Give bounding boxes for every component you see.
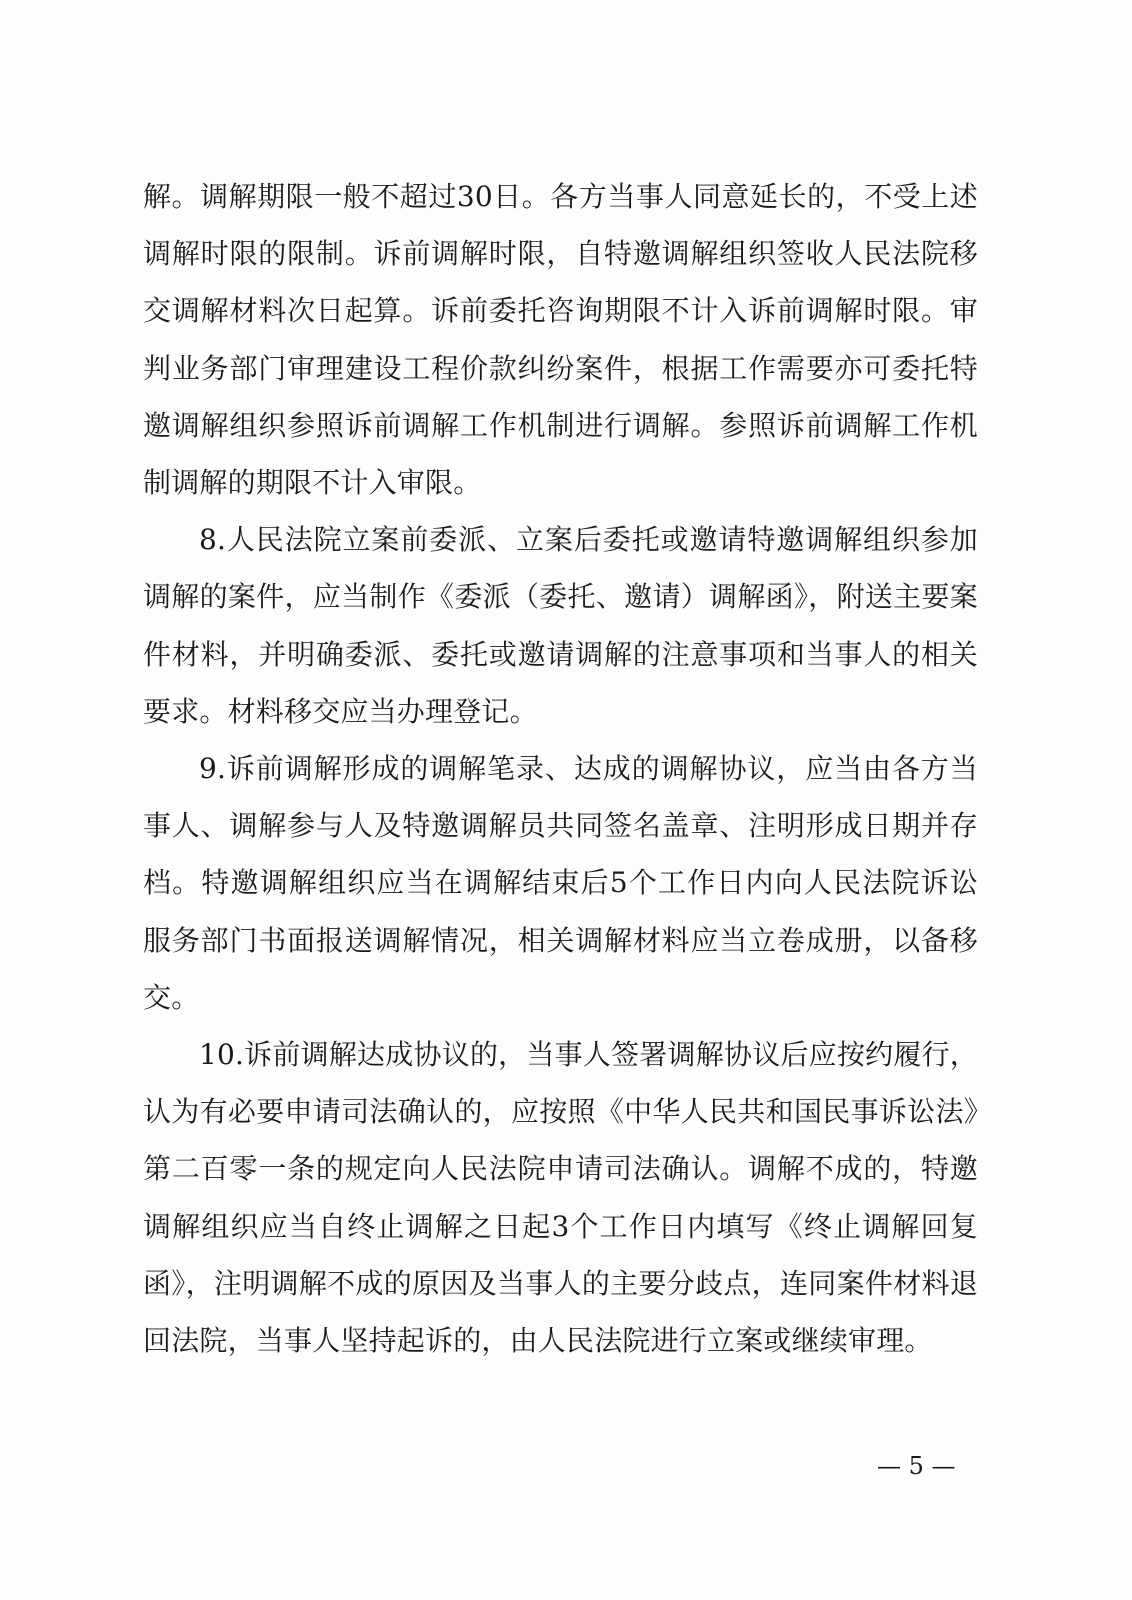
paragraph-item-8: 8.人民法院立案前委派、立案后委托或邀请特邀调解组织参加调解的案件，应当制作《委派（委托、邀请）调解函》，附送主要案件材料，并明确委派、委托或邀请调解的注意事项和当事人的相关要求。材料移交应当办理登记。 — [143, 523, 978, 728]
paragraph-item-9: 9.诉前调解形成的调解笔录、达成的调解协议，应当由各方当事人、调解参与人及特邀调解员共同签名盖章、注明形成日期并存档。特邀调解组织应当在调解结束后5个工作日内向人民法院诉讼服务部门书面报送调解情况，相关调解材料应当立卷成册，以备移交。 — [143, 752, 978, 1014]
paragraph-continued: 解。调解期限一般不超过30日。各方当事人同意延长的，不受上述调解时限的限制。诉前调解时限，自特邀调解组织签收人民法院移交调解材料次日起算。诉前委托咨询期限不计入诉前调解时限。审判业务部门审理建设工程价款纠纷案件，根据工作需要亦可委托特邀调解组织参照诉前调解工作机制进行调解。参照诉前调解工作机制调解的期限不计入审限。 — [143, 180, 978, 500]
paragraph-item-10: 10.诉前调解达成协议的，当事人签署调解协议后应按约履行，认为有必要申请司法确认的，应按照《中华人民共和国民事诉讼法》第二百零一条的规定向人民法院申请司法确认。调解不成的，特邀调解组织应当自终止调解之日起3个工作日内填写《终止调解回复函》，注明调解不成的原因及当事人的主要分歧点，连同案件材料退回法院，当事人坚持起诉的，由人民法院进行立案或继续审理。 — [143, 1038, 978, 1358]
document-body — [143, 168, 978, 1369]
page-number: — 5 — — [877, 1452, 956, 1480]
